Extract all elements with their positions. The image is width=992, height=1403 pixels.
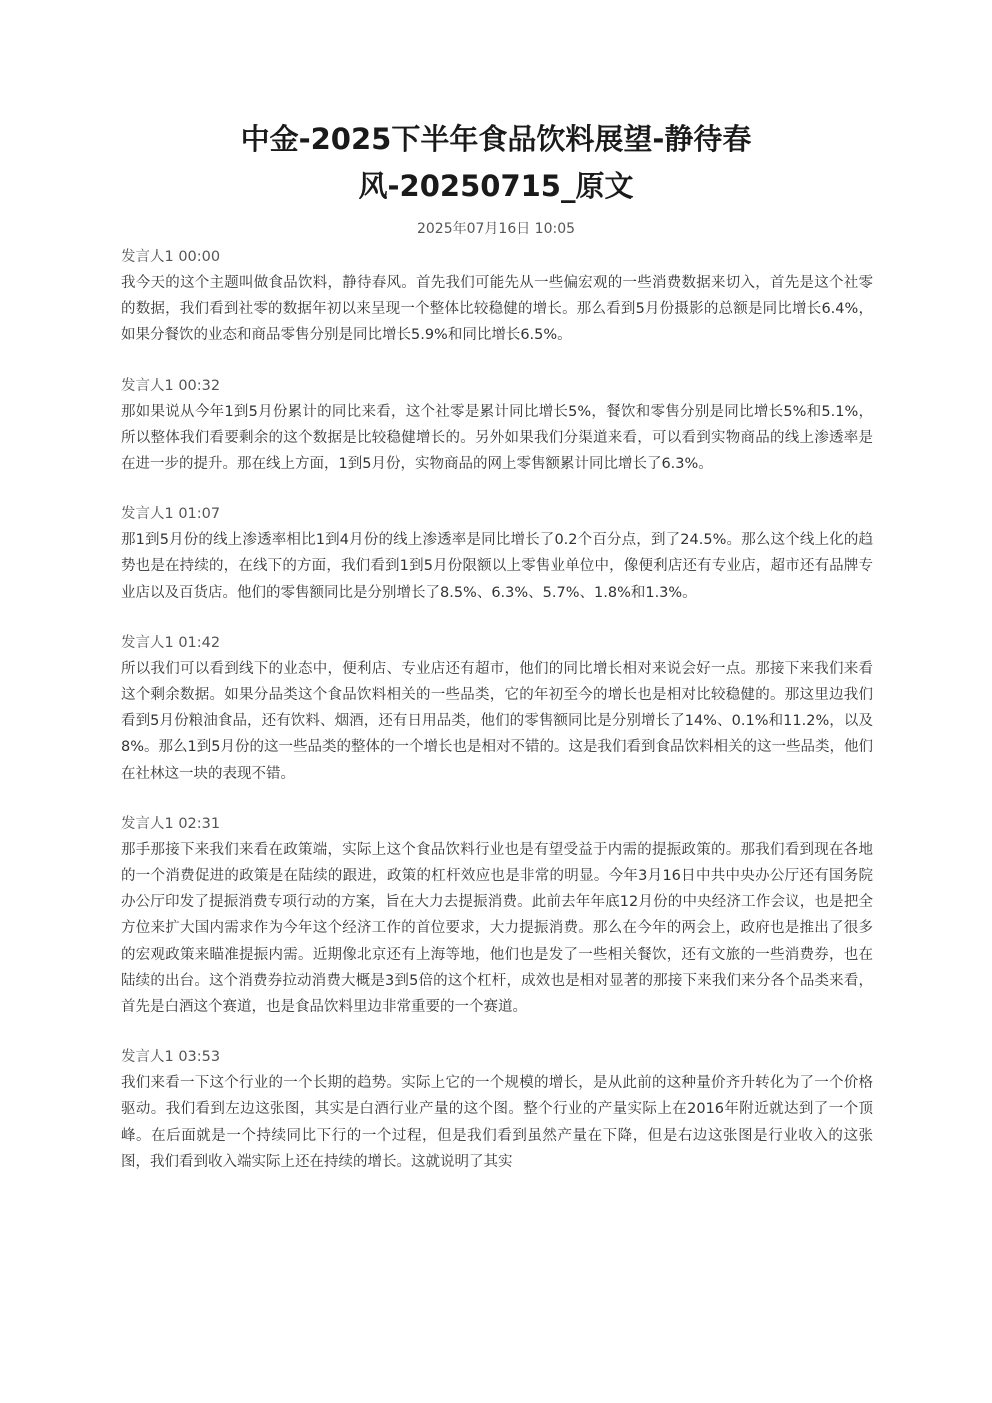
transcript-section [121, 630, 873, 787]
speaker-timestamp: 发言人1 00:32 [121, 377, 221, 394]
speaker-timestamp: 发言人1 02:31 [121, 815, 221, 832]
document-datetime: 2025年07月16日 10:05 [416, 221, 576, 237]
speaker-timestamp: 发言人1 01:07 [121, 506, 221, 523]
transcript-section [121, 244, 873, 349]
transcript-paragraph: 所以我们可以看到线下的业态中，便利店、专业店还有超市，他们的同比增长相对来说会好一点。那接下来我们来看这个剩余数据。如果分品类这个食品饮料相关的一些品类，它的年初至今的增长也是相对比较稳健的。那这里边我们看到5月份粮油食品，还有饮料、烟酒，还有日用品类，他们的零售额同比是分别增长了14%、0.1%和11.2%，以及8%。那么1到5月份的这一些品类的整体的一个增长也是相对不错的。这是我们看到食品饮料相关的这一些品类，他们在社林这一块的表现不错。 [121, 660, 873, 782]
transcript-paragraph: 我今天的这个主题叫做食品饮料，静待春风。首先我们可能先从一些偏宏观的一些消费数据来切入，首先是这个社零的数据，我们看到社零的数据年初以来呈现一个整体比较稳健的增长。那么看到5月份摄影的总额是同比增长6.4%，如果分餐饮的业态和商品零售分别是同比增长5.9%和同比增长6.5%。 [121, 275, 873, 344]
transcript-section [121, 501, 873, 606]
transcript-body [121, 244, 873, 1199]
transcript-paragraph: 那1到5月份的线上渗透率相比1到4月份的线上渗透率是同比增长了0.2个百分点，到了24.5%。那么这个线上化的趋势也是在持续的，在线下的方面，我们看到1到5月份限额以上零售业单位中，像便利店还有专业店，超市还有品牌专业店以及百货店。他们的零售额同比是分别增长了8.5%、6.3%、5.7%、1.8%和1.3%。 [121, 532, 873, 601]
transcript-section [121, 1044, 873, 1175]
transcript-section [121, 373, 873, 478]
speaker-timestamp: 发言人1 01:42 [121, 634, 221, 651]
transcript-paragraph: 我们来看一下这个行业的一个长期的趋势。实际上它的一个规模的增长，是从此前的这种量价齐升转化为了一个价格驱动。我们看到左边这张图，其实是白酒行业产量的这个图。整个行业的产量实际上在2016年附近就达到了一个顶峰。在后面就是一个持续同比下行的一个过程，但是我们看到虽然产量在下降，但是右边这张图是行业收入的这张图，我们看到收入端实际上还在持续的增长。这就说明了其实 [121, 1075, 873, 1170]
transcript-section [121, 811, 873, 1020]
transcript-paragraph: 那如果说从今年1到5月份累计的同比来看，这个社零是累计同比增长5%，餐饮和零售分别是同比增长5%和5.1%，所以整体我们看要剩余的这个数据是比较稳健增长的。另外如果我们分渠道来看，可以看到实物商品的线上渗透率是在进一步的提升。那在线上方面，1到5月份，实物商品的网上零售额累计同比增长了6.3%。 [121, 403, 873, 473]
speaker-timestamp: 发言人1 03:53 [121, 1049, 221, 1066]
speaker-timestamp: 发言人1 00:00 [121, 249, 221, 265]
document-title: 中金-2025下半年食品饮料展望-静待春风-20250715_原文 [240, 122, 752, 203]
transcript-paragraph: 那手那接下来我们来看在政策端，实际上这个食品饮料行业也是有望受益于内需的提振政策的。那我们看到现在各地的一个消费促进的政策是在陆续的跟进，政策的杠杆效应也是非常的明显。今年3月16日中共中央办公厅还有国务院办公厅印发了提振消费专项行动的方案，旨在大力去提振消费。此前去年年底12月份的中央经济工作会议，也是把全方位来扩大国内需求作为今年这个经济工作的首位要求，大力提振消费。那么在今年的两会上，政府也是推出了很多的宏观政策来瞄准提振内需。近期像北京还有上海等地，他们也是发了一些相关餐饮，还有文旅的一些消费券，也在陆续的出台。这个消费券拉动消费大概是3到5倍的这个杠杆，成效也是相对显著的那接下来我们来分各个品类来看，首先是白酒这个赛道，也是食品饮料里边非常重要的一个赛道。 [121, 841, 873, 1016]
